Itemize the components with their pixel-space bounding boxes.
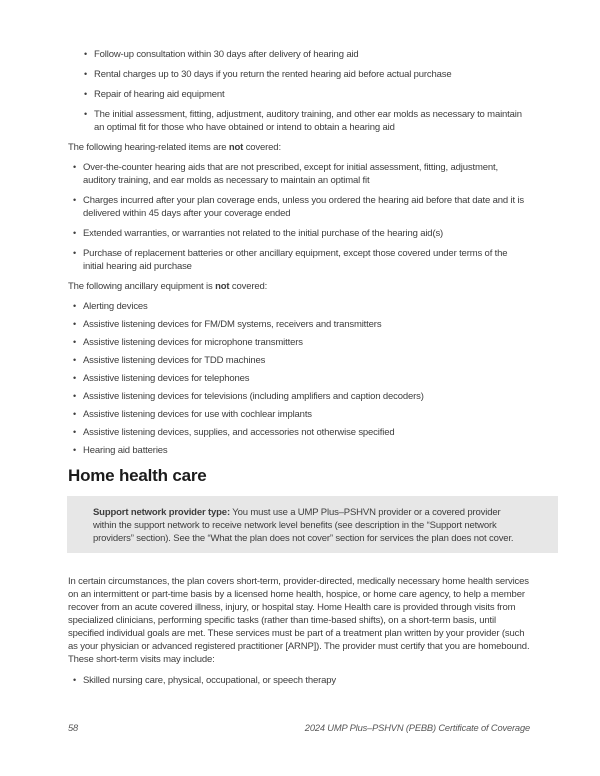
page-number: 58 xyxy=(68,723,79,733)
callout-text xyxy=(93,506,525,545)
list-item: • Assistive listening devices, supplies, and accessories not otherwise specified xyxy=(72,426,530,439)
list-item: • Repair of hearing aid equipment xyxy=(83,88,530,101)
ancillary-not-covered-intro xyxy=(68,280,530,293)
list-item: • Assistive listening devices for televisions (including amplifiers and caption decoders) xyxy=(72,390,530,403)
list-item: • Extended warranties, or warranties not related to the initial purchase of the hearing aid(s) xyxy=(72,227,530,240)
footer-document-title: 2024 UMP Plus–PSHVN (PEBB) Certificate of Coverage xyxy=(304,723,530,733)
list-item: • The initial assessment, fitting, adjustment, auditory training, and other ear molds as necessary to maintain an optimal fit for those who have obtained or intend to obtain a hearing aid xyxy=(83,108,530,134)
intro-emphasis: not xyxy=(228,142,244,153)
hearing-covered-list xyxy=(83,48,530,134)
section-heading-home-health-care: Home health care xyxy=(68,466,207,485)
hearing-not-covered-intro xyxy=(68,141,530,154)
list-item: • Assistive listening devices for FM/DM systems, receivers and transmitters xyxy=(72,318,530,331)
list-item: • Follow-up consultation within 30 days after delivery of hearing aid xyxy=(83,48,530,61)
intro-text: covered: xyxy=(243,142,281,153)
callout-body: You must use a UMP Plus–PSHVN provider or a covered provider within the support network to receive network level benefits (see description in the “Support network providers” section). See the “What the plan does not cover” section for services the plan does not cover. xyxy=(93,507,514,544)
intro-emphasis: not xyxy=(215,281,230,292)
list-item: • Assistive listening devices for use with cochlear implants xyxy=(72,408,530,421)
intro-text: covered: xyxy=(229,281,268,292)
list-item: • Assistive listening devices for microphone transmitters xyxy=(72,336,530,349)
intro-text: The following ancillary equipment is xyxy=(68,281,216,292)
support-network-callout xyxy=(67,496,558,553)
list-item: • Charges incurred after your plan coverage ends, unless you ordered the hearing aid before that date and it is delivered within 45 days after your coverage ended xyxy=(72,194,530,220)
callout-lead-in: Support network provider type: xyxy=(93,507,230,518)
list-item: • Rental charges up to 30 days if you return the rented hearing aid before actual purchase xyxy=(83,68,530,81)
intro-text: The following hearing-related items are xyxy=(68,142,229,153)
ancillary-not-covered-list xyxy=(72,300,530,457)
list-item: • Alerting devices xyxy=(72,300,530,313)
list-item: • Skilled nursing care, physical, occupational, or speech therapy xyxy=(72,674,530,687)
list-item: • Hearing aid batteries xyxy=(72,444,530,457)
home-health-paragraph: In certain circumstances, the plan covers short-term, provider-directed, medically necessary home health services on an intermittent or part-time basis by a licensed home health, hospice, or home care agency, to help a member recover from an acute covered illness, injury, or hospital stay. Home Health care is provided through visits from specialized clinicians, performing specific tasks (rather than time-based shifts), on a short-term basis, until specified individual goals are met. These services must be part of a treatment plan written by your provider (such as your physician or advanced registered practitioner [ARNP]). The provider must certify that you are homebound. These short-term visits may include: xyxy=(68,576,530,665)
list-item: • Over-the-counter hearing aids that are not prescribed, except for initial assessment, fitting, adjustment, auditory training, and ear molds as necessary to maintain an optimal fit xyxy=(72,161,530,187)
list-item: • Purchase of replacement batteries or other ancillary equipment, except those covered under terms of the initial hearing aid purchase xyxy=(72,247,530,273)
hearing-not-covered-list xyxy=(72,161,530,273)
home-health-visits-list xyxy=(72,674,530,687)
list-item: • Assistive listening devices for TDD machines xyxy=(72,354,530,367)
page-footer xyxy=(68,722,530,735)
list-item: • Assistive listening devices for telephones xyxy=(72,372,530,385)
